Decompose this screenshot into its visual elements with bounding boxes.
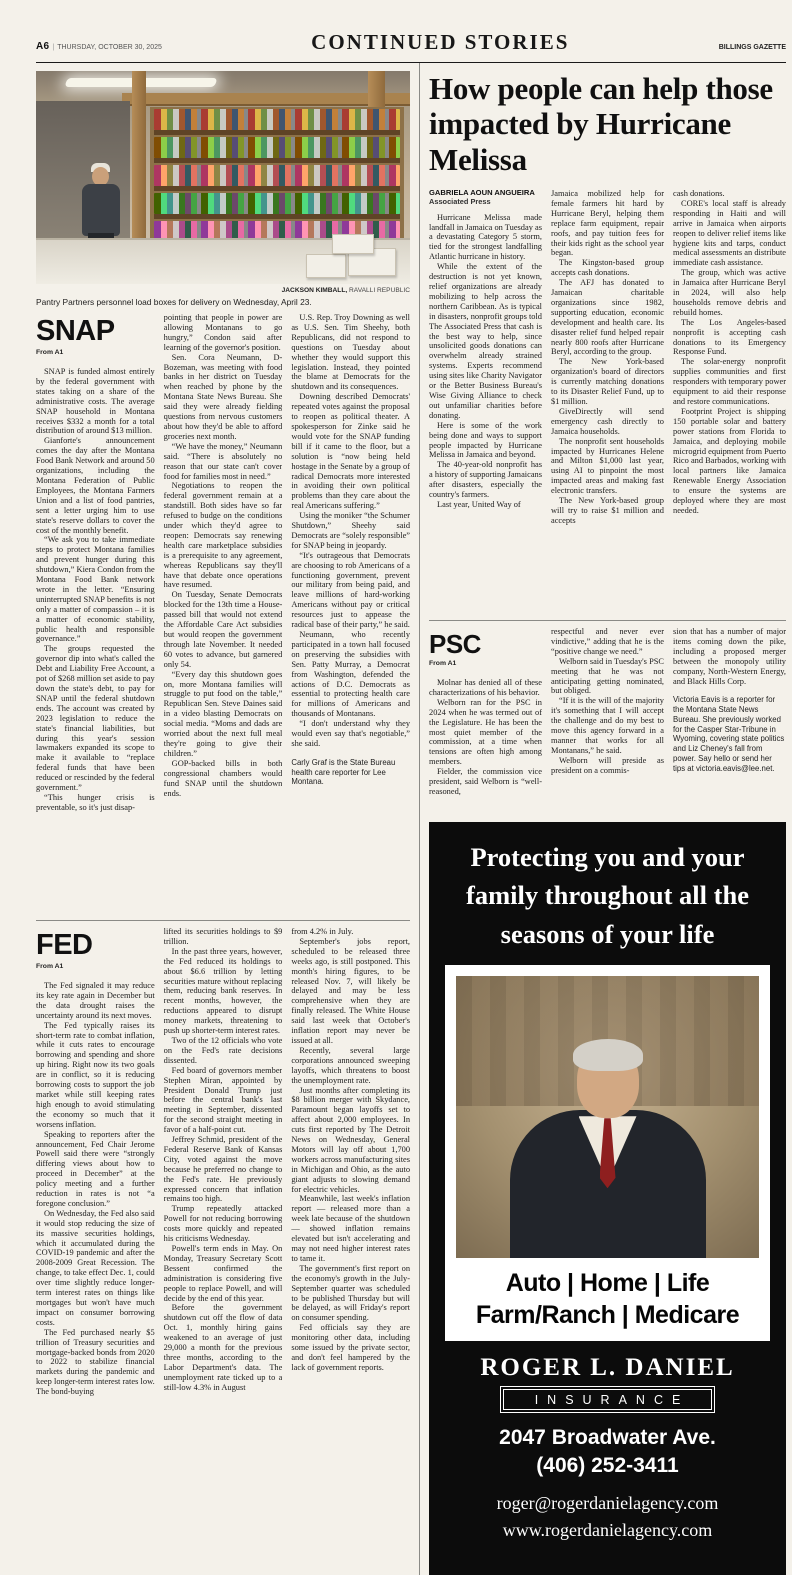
snap-col1-text (36, 367, 155, 813)
snap-column-2 (164, 313, 283, 913)
paragraph: GOP-backed bills in both congressional chambers would fund SNAP until the shutdown ends. (163, 758, 283, 798)
fed-column-2 (164, 927, 283, 1533)
agency-subtitle: INSURANCE (503, 1389, 713, 1410)
snap-reporter-tagline: Carly Graf is the State Bureau health care reporter for Lee Montana. (291, 757, 396, 787)
paragraph: Gianforte's announcement comes the day after the Montana Food Bank Network and around 50 organizations, including the Montana Federation of Public Employees, the Montana Farmers Union and a list of food pantries, sent a letter urging him to use state's reserve dollars to cover the cost of the monthly benefit. (36, 436, 155, 535)
paragraph: Sen. Cora Neumann, D-Bozeman, was meeting with food banks in her district on Tuesday when reached by phone by the Montana State News Bureau. She said they were already fielding questions from nervous customers about how they'd be able to afford groceries next month. (163, 352, 283, 441)
fed-headline: FED (36, 929, 93, 961)
paragraph: “If it is the will of the majority it's something that I will accept the challenge and do my best to move this agency forward in a manner that works for all Montanans,” he said. (551, 696, 664, 755)
byline-organization: Associated Press (429, 196, 491, 206)
paragraph: GiveDirectly will send emergency cash directly to Jamaica households. (551, 406, 664, 436)
paragraph: cash donations. (673, 188, 725, 198)
snap-headline: SNAP (36, 315, 115, 347)
fed-column-3 (291, 927, 410, 1533)
psc-column-1 (429, 627, 542, 815)
psc-reporter-tagline: Victoria Eavis is a reporter for the Montana State News Bureau. She previously worked for the Casper Star-Tribune in Wyoming, covering state politics and Liz Cheney's fall from power. Say hello or send her tips at victoria.eavis@lee.net. (673, 695, 785, 773)
snap-from-tag: From A1 (36, 349, 64, 356)
paragraph: The AFJ has donated to Jamaican charitable organizations since 1982, supporting education, economic development and health care. Its disaster relief fund helped repair nearly 800 roofs after Hurricane Beryl, according to the group. (551, 278, 664, 357)
paragraph: seasons of your life (500, 918, 715, 949)
ad-address: 2047 Broadwater Ave. (499, 1425, 716, 1449)
paragraph: Hurricane Melissa made landfall in Jamaica on Tuesday as a devastating Category 5 storm, tied for the strongest landfalling Atlantic hurricane in history. (429, 212, 542, 262)
snap-story (36, 313, 410, 913)
fed-column-1 (36, 927, 155, 1533)
paragraph: The government's first report on the economy's growth in the July-September quarter was scheduled to be published Thursday but will be delayed, as will Friday's report on consumer spending. (291, 1263, 410, 1323)
paragraph: Welborn will preside as president on a commis- (551, 755, 664, 775)
paragraph: “It's outrageous that Democrats are choosing to rob Americans of a functioning government, prevent our military from being paid, and leave millions of hard-working Americans without pay or critical resources just to appease the radical base of their party,” he said. (291, 550, 410, 630)
paragraph: “This hunger crisis is preventable, so it's just disap- (36, 792, 155, 812)
paragraph: On Tuesday, Senate Democrats blocked for the 13th time a House-passed bill that would not extend the Affordable Care Act subsidies but would reopen the government through late November. It needed 60 votes to advance, but garnered only 54. (163, 590, 283, 669)
paragraph: Protecting you and your (470, 841, 745, 872)
paragraph: Fed board of governors member Stephen Miran, appointed by President Donald Trump just before the central bank's last meeting in September, dissented for the second straight meeting in favor of a half-point cut. (163, 1065, 283, 1135)
fed-col1-text (36, 981, 155, 1397)
wood-beam (122, 93, 410, 104)
masthead (36, 30, 786, 63)
fed-story (36, 927, 410, 1533)
left-column-region (36, 63, 420, 1575)
ad-services-line1: Auto | Home | Life (505, 1269, 710, 1298)
paragraph: Trump repeatedly attacked Powell for not reducing borrowing costs more quickly and repeated his criticisms Wednesday. (163, 1204, 283, 1244)
hurricane-column-2 (551, 189, 664, 613)
snap-column-1 (36, 313, 155, 913)
issue-date: THURSDAY, OCTOBER 30, 2025 (57, 44, 162, 51)
paragraph: While the extent of the destruction is not yet known, relief organizations are already mobilizing to help across the northern Caribbean. As is typical in disasters, nonprofit groups told The Associated Press that cash is the best way to help, since unsolicited goods donations can overwhelm already strained systems. Experts recommend using sites like Charity Navigator or the Better Business Bureau's Wise Giving Alliance to check out unfamiliar charities before donating. (429, 262, 542, 420)
paragraph: The Fed typically raises its short-term rate to combat inflation, while it cuts rates to encourage borrowing and spending and shore up hiring. Right now its two goals are in conflict, so it is reducing borrowing costs to support the job market while still keeping rates high enough to avoid stimulating the economy so much that it worsens inflation. (36, 1020, 155, 1129)
ad-phone: (406) 252-3411 (536, 1454, 679, 1478)
byline-author: GABRIELA AOUN ANGUEIRA (429, 188, 535, 197)
paragraph: The group, which was active in Jamaica after Hurricane Beryl in 2024, will also help households remove debris and rebuild homes. (673, 268, 786, 317)
insurance-advertisement (429, 822, 786, 1575)
psc-col3-text (673, 627, 786, 686)
ad-tagline (429, 822, 786, 953)
paragraph: The 40-year-old nonprofit has a history of supporting Jamaicans after disasters, especially the country's farmers. (429, 460, 542, 500)
paragraph: U.S. Rep. Troy Downing as well as U.S. Sen. Tim Sheehy, both Republicans, did not respond to questions on Tuesday about whether they would support this legislation. Instead, they pointed the blame at Democrats for the shutdown and its consequences. (291, 313, 410, 392)
section-divider (429, 620, 786, 621)
paragraph: Recently, several large corporations announced sweeping layoffs, which threatens to boost the unemployment rate. (291, 1045, 410, 1085)
paragraph: In the past three years, however, the Fed reduced its holdings to about $6.6 trillion by letting securities mature without replacing them, reducing bank reserves. In recent months, however, the reductions appeared to disrupt money markets, threatening to push up shorter-term interest rates. (163, 946, 283, 1036)
paragraph: “We have the money,” Neumann said. “There is absolutely no reason that our state can't cover food for families most in need.” (163, 441, 283, 481)
paragraph: pointing that people in power are allowing Montanans to go hungry,” Condon said after learning of the governor's position. (163, 313, 283, 352)
paragraph: “I don't understand why they would even say that's negotiable,” she said. (291, 719, 410, 748)
snap-col2-text (164, 313, 283, 798)
paragraph: Molnar has denied all of these characterizations of his behavior. (429, 678, 542, 697)
paragraph: On Wednesday, the Fed also said it would stop reducing the size of its massive securities holdings, which it accumulated during the COVID-19 pandemic and after the 2008-2009 Great Recession. The change, to take effect Dec. 1, could over time slightly reduce longer-term interest rates on things like mortgages but won't have much impact on consumer borrowing costs. (36, 1208, 155, 1327)
delivery-box (332, 234, 374, 254)
paragraph: The groups requested the governor dip into what's called the Debt and Liability Free Account, a pot of $268 million set aside to pay down the state's debt, to pay for SNAP until the federal shutdown ends. The account was created by 2023 legislation to reduce the state's financial liabilities, but during this year's session lawmakers expanded its scope to make it available to “replace federal funds that have been reduced or rescinded by the federal government.” (36, 644, 155, 793)
paragraph: Speaking to reporters after the announcement, Fed Chair Jerome Powell said there were “strongly differing views about how to proceed in December” at the policy meeting and a further reduction in rates is not “a foregone conclusion.” (36, 1129, 155, 1208)
ad-contact-block (429, 1424, 786, 1481)
masthead-folio (36, 41, 162, 52)
paragraph: Here is some of the work being done and ways to support people impacted by Hurricane Melissa in Jamaica and beyond. (429, 420, 542, 460)
paragraph: Footprint Project is shipping 150 portable solar and battery power stations from Florida to Jamaica, and deploying mobile microgrid equipment from Puerto Rico and Barbados, working with local partners like Jamaica Renewable Energy Association to ensure the systems are deployed where they are most needed. (673, 406, 786, 515)
section-divider (36, 920, 410, 921)
psc-col2-text (551, 627, 664, 776)
paragraph: September's jobs report, scheduled to be released three weeks ago, is still postponed. This month's hiring figures, to be released Nov. 7, will likely be delayed and may be less comprehensive when they are finally released. The White House said last week that October's inflation report may never be issued at all. (291, 936, 410, 1045)
hurricane-col2-text (551, 189, 664, 526)
psc-column-2 (551, 627, 664, 815)
ad-services (456, 1268, 759, 1331)
psc-col1-text (429, 678, 542, 797)
paragraph: SNAP is funded almost entirely by the federal government with states taking on a share of the administrative costs. The average SNAP household in Montana receives $332 a month for a total distribution of around $13 million. (36, 367, 155, 436)
paragraph: Powell's term ends in May. On Monday, Treasury Secretary Scott Bessent confirmed the administration is considering five people to replace Powell, and will decide by the end of this year. (163, 1244, 283, 1303)
paragraph: Jamaica mobilized help for female farmers hit hard by Hurricane Beryl, helping them replace farm equipment, repair roofs, and pay tuition fees for their kids right as the school year began. (551, 188, 664, 258)
paragraph: “We ask you to take immediate steps to protect Montana families and prevent hunger during this shutdown,” Kiera Condon from the Montana Food Bank network wrote in the letter. “Ensuring uninterrupted SNAP benefits is not only a matter of compassion – it is a matter of economic stability, public health and responsible governance.” (36, 535, 155, 644)
paragraph: CORE's local staff is already responding in Haiti and will arrive in Jamaica when airports reopen to deliver relief items like hygiene kits and tarps, conduct medical assessments an distribute immediate cash assistance. (673, 198, 786, 268)
psc-column-3 (673, 627, 786, 815)
paragraph: “Every day this shutdown goes on, more Montana families will struggle to put food on the table,” Republican Sen. Steve Daines said in a video blasting Democrats on social media. “Moms and dads are worried about the next full meal they're going to give their children.” (163, 669, 283, 758)
wood-post (132, 71, 146, 246)
ad-email: roger@rogerdanielagency.com (496, 1493, 719, 1514)
agent-hair (573, 1039, 643, 1071)
paragraph: The Fed signaled it may reduce its key rate again in December but the data drought raises the uncertainty around its next moves. (36, 981, 155, 1020)
paragraph: The Los Angeles-based nonprofit is accepting cash donations to its Emergency Response Fund. (673, 317, 786, 357)
hurricane-col1-text (429, 213, 542, 510)
publication-name: BILLINGS GAZETTE (718, 44, 786, 51)
right-column-region (420, 63, 786, 1575)
can-shelves (150, 107, 404, 242)
folio-separator: | (52, 44, 55, 51)
agent-portrait-photo (456, 976, 759, 1258)
paragraph: from 4.2% in July. (291, 927, 354, 936)
section-title: CONTINUED STORIES (311, 30, 570, 54)
paragraph: Jeffrey Schmid, president of the Federal Reserve Bank of Kansas City, voted against the move because he preferred no change to the Fed's rate. He previously expressed concern that inflation remains too high. (163, 1135, 283, 1204)
paragraph: The New York-based group will try to raise $1 million and accepts (551, 496, 664, 525)
psc-story (429, 627, 786, 815)
hurricane-column-3 (673, 189, 786, 613)
hurricane-col3-text (673, 189, 786, 516)
psc-from-tag: From A1 (429, 659, 457, 667)
agent-head (577, 1044, 639, 1118)
paragraph: Two of the 12 officials who vote on the Fed's rate decisions dissented. (163, 1035, 283, 1065)
paragraph: sion that has a number of major items coming down the pike, including a proposed merger between the monopoly utility company, North-Western Energy, and Black Hills Corp. (673, 626, 786, 686)
psc-headline: PSC (429, 628, 481, 659)
pantry-photo (36, 71, 410, 284)
paragraph: Before the government shutdown cut off the flow of data Oct. 1, monthly hiring gains weakened to an average of just 29,000 a month for the previous three months, according to the Labor Department's data. The unemployment rate ticked up to a still-low 4.3% in August (163, 1303, 283, 1392)
paragraph: family throughout all the (466, 880, 749, 911)
photo-credit: JACKSON KIMBALL, RAVALLI REPUBLIC (281, 287, 410, 294)
paragraph: Last year, United Way of (437, 499, 521, 509)
page-number: A6 (36, 41, 50, 52)
paragraph: Using the moniker “the Schumer Shutdown,” Sheehy said Democrats are “solely responsible” for SNAP being in jeopardy. (291, 511, 410, 550)
paragraph: Meanwhile, last week's inflation report — released more than a week late because of the shutdown — showed inflation remains elevated but isn't accelerating and may not need higher interest rates to tame it. (291, 1194, 410, 1263)
fed-col3-text (291, 927, 410, 1373)
delivery-box (306, 254, 346, 278)
hurricane-story (429, 189, 786, 613)
photo-caption: Pantry Partners personnel load boxes for delivery on Wednesday, April 23. (36, 297, 312, 307)
paragraph: Welborn ran for the PSC in 2024 when he was termed out of the Legislature. He has been the most quiet member of the commission, at a time when tensions are often high among members. (429, 697, 542, 767)
paragraph: respectful and never ever vindictive,” adding that he is the “positive change we need.” (551, 626, 664, 656)
paragraph: The nonprofit sent households impacted by Hurricanes Helene and Milton $1,000 last year, using AI to pinpoint the most impacted areas and making fast electronic transfers. (551, 436, 664, 496)
snap-column-3 (291, 313, 410, 913)
ad-photo-panel (445, 965, 770, 1341)
paragraph: Negotiations to reopen the federal government remain at a standstill. Both sides have so far refused to budge on the conditions under which they'd agree to reopen: Democrats say renewing health care marketplace subsidies is a prerequisite to any agreement, whereas Republicans say they'll have that debate once operations have resumed. (163, 481, 283, 590)
paragraph: Welborn said in Tuesday's PSC meeting that he was not anticipating getting nominated, but obliged. (551, 656, 664, 696)
fed-col2-text (164, 927, 283, 1393)
fed-from-tag: From A1 (36, 963, 64, 970)
paragraph: Neumann, who recently participated in a town hall focused on preserving the subsidies with Sen. Patty Murray, a Democrat from Washington, defended the actions of D.C. Democrats as essential to protecting health care for millions of Americans and thousands of Montanans. (291, 630, 410, 719)
paragraph: The Fed purchased nearly $5 trillion of Treasury securities and mortgage-backed bonds from 2020 to 2022 to stabilize financial markets during the pandemic and keep longer-term interest rates low. The bond-buying (36, 1327, 155, 1397)
paragraph: Fed officials say they are monitoring other data, including some issued by the private sector, and don't feel hampered by the lack of government reports. (291, 1323, 410, 1372)
agency-name: ROGER L. DANIEL (480, 1353, 735, 1381)
ad-website: www.rogerdanielagency.com (502, 1520, 713, 1541)
ad-web-block (429, 1490, 786, 1544)
hurricane-headline: How people can help those impacted by Hurricane Melissa (429, 71, 773, 177)
ad-services-line2: Farm/Ranch | Medicare (475, 1300, 740, 1329)
paragraph: The solar-energy nonprofit supplies communities and first responders with temporary power equipment to aid their response and restore communications. (673, 357, 786, 407)
hurricane-column-1 (429, 189, 542, 613)
paragraph: Fielder, the commission vice president, said Welborn is “well-reasoned, (429, 767, 542, 796)
snap-col3-text (291, 313, 410, 749)
paragraph: The New York-based organization's board of directors is currently matching donations to its Disaster Relief Fund, up to $1 million. (551, 357, 664, 407)
paragraph: Downing described Democrats' repeated votes against the proposal to reopen as political theater. A spokesperson for Zinke said he would vote for the SNAP funding bill if it came to the floor, but a solution is “now being held hostage in the Senate by a group of radical Democrats more interested in avoiding their own political problems than they care about the real Americans suffering.” (291, 392, 410, 511)
paragraph: Just months after completing its $8 billion merger with Skydance, Paramount began layoffs set to affect about 2,000 employees. In cuts first reported by The Detroit News on Wednesday, General Motors will lay off about 1,700 workers across manufacturing sites in Michigan and Ohio, as the auto giant adjusts to slowing demand for electric vehicles. (291, 1085, 410, 1194)
paragraph: The Kingston-based group accepts cash donations. (551, 258, 664, 278)
paragraph: lifted its securities holdings to $9 trillion. (163, 927, 283, 946)
worker-body (82, 184, 120, 236)
